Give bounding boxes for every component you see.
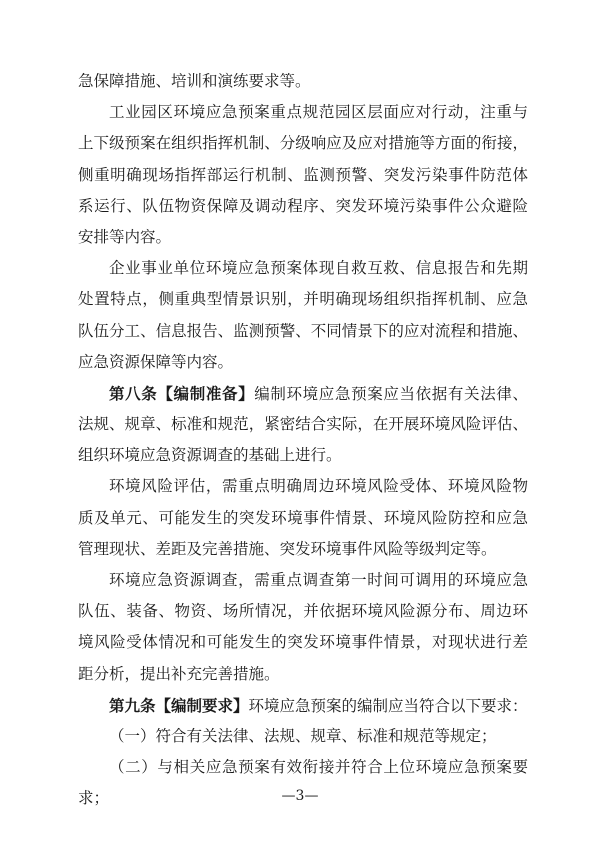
paragraph-line (78, 690, 528, 721)
article-text: 编制环境应急预案应当依据有关法律、 (254, 384, 528, 403)
paragraph-line: 距分析，提出补充完善措施。 (78, 664, 280, 683)
paragraph-line: 应急资源保障等内容。 (78, 352, 234, 371)
page-number: —3— (281, 788, 319, 804)
paragraph-line: 企业事业单位环境应急预案体现自救互救、信息报告和先期 (109, 259, 528, 278)
paragraph-line: 组织环境应急资源调查的基础上进行。 (78, 446, 342, 465)
paragraph-line: 处置特点，侧重典型情景识别，并明确现场组织指挥机制、应急 (78, 290, 528, 309)
paragraph-line: 环境应急资源调查，需重点调查第一时间可调用的环境应急 (109, 571, 528, 589)
paragraph-line: 法规、规章、标准和规范，紧密结合实际，在开展环境风险评估、 (78, 415, 528, 434)
article-text: 环境应急预案的编制应当符合以下要求： (248, 696, 528, 715)
paragraph-line: 侧重明确现场指挥部运行机制、监测预警、突发污染事件防范体 (78, 165, 528, 184)
paragraph-line: 求； (78, 789, 110, 808)
paragraph-line: 上下级预案在组织指挥机制、分级响应及应对措施等方面的衔接， (78, 134, 528, 153)
paragraph-line: 工业园区环境应急预案重点规范园区层面应对行动，注重与 (109, 103, 528, 122)
article-label: 第八条【编制准备】 (109, 383, 255, 403)
paragraph-line: 环境风险评估，需重点明确周边环境风险受体、环境风险物 (109, 477, 528, 496)
paragraph-line: 管理现状、差距及完善措施、突发环境事件风险等级判定等。 (78, 539, 497, 558)
paragraph-line: （一）符合有关法律、法规、规章、标准和规范等规定； (109, 726, 497, 745)
paragraph-line: 队伍、装备、物资、场所情况，并依据环境风险源分布、周边环 (78, 602, 528, 621)
paragraph-line: 急保障措施、培训和演练要求等。 (78, 72, 311, 90)
paragraph-line (78, 378, 528, 409)
paragraph-line: 安排等内容。 (78, 227, 172, 246)
paragraph-line: 质及单元、可能发生的突发环境事件情景、环境风险防控和应急 (78, 508, 528, 527)
paragraph-line: （二）与相关应急预案有效衔接并符合上位环境应急预案要 (109, 758, 528, 777)
paragraph-line: 系运行、队伍物资保障及调动程序、突发环境污染事件公众避险 (78, 196, 528, 215)
article-label: 第九条【编制要求】 (109, 695, 249, 715)
paragraph-line: 队伍分工、信息报告、监测预警、不同情景下的应对流程和措施、 (78, 321, 528, 340)
body-text (78, 66, 528, 815)
paragraph-line: 境风险受体情况和可能发生的突发环境事件情景，对现状进行差 (78, 633, 528, 652)
